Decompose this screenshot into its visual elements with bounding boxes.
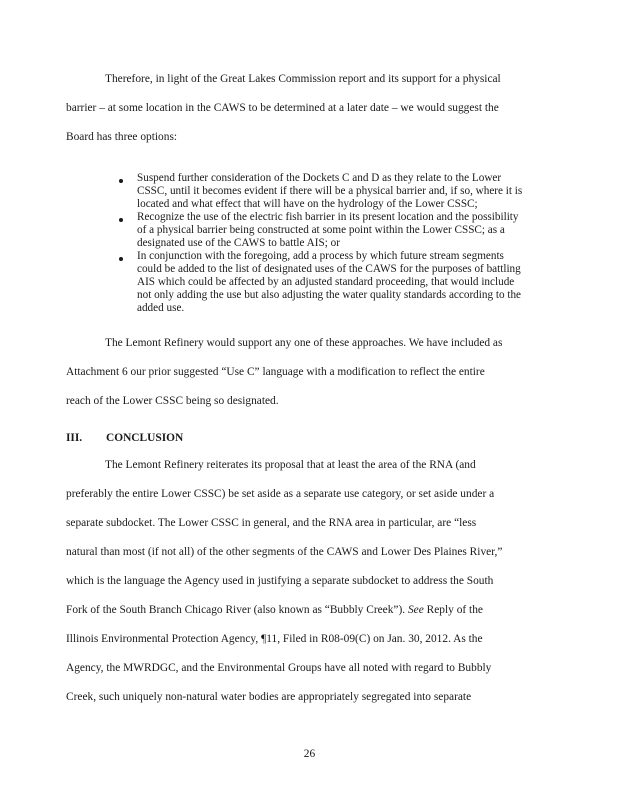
bullet-line: located and what effect that will have on the hydrology of the Lower CSSC; — [137, 198, 478, 210]
bullet-line: not only adding the use but also adjusting the water quality standards according to the — [137, 289, 522, 301]
paragraph-line: Therefore, in light of the Great Lakes Commission report and its support for a physical — [105, 73, 501, 85]
paragraph-line: preferably the entire Lower CSSC) be set aside as a separate use category, or set aside under a — [66, 488, 495, 500]
paragraph-line — [66, 603, 483, 617]
paragraph-line: Creek, such uniquely non-natural water bodies are appropriately segregated into separate — [66, 691, 472, 703]
paragraph-line: The Lemont Refinery reiterates its proposal that at least the area of the RNA (and — [105, 459, 476, 471]
page-number: 26 — [303, 748, 316, 760]
citation-signal: See — [407, 604, 424, 616]
bullet-line: of a physical barrier being constructed at some point within the Lower CSSC; as a — [137, 224, 505, 236]
bullet-line: designated use of the CAWS to battle AIS; or — [137, 237, 340, 249]
bullet-line: In conjunction with the foregoing, add a process by which future stream segments — [137, 250, 504, 262]
bullet-marker — [119, 218, 123, 222]
paragraph-line: Attachment 6 our prior suggested “Use C” language with a modification to reflect the entire — [66, 366, 485, 378]
bullet-line: CSSC, until it becomes evident if there will be a physical barrier and, if so, where it is — [137, 185, 523, 197]
paragraph-line-text: Fork of the South Branch Chicago River (also known as “Bubbly Creek”). — [66, 604, 406, 616]
citation-text: Reply of the — [423, 604, 483, 616]
bullet-line: could be added to the list of designated uses of the CAWS for the purposes of battling — [137, 263, 521, 275]
paragraph-line: Illinois Environmental Protection Agency, ¶11, Filed in R08-09(C) on Jan. 30, 2012. As the — [66, 633, 483, 645]
paragraph-line: barrier – at some location in the CAWS to be determined at a later date – we would suggest the — [66, 102, 499, 114]
bullet-line: AIS which could be affected by an adjusted standard proceeding, that would include — [137, 276, 515, 288]
paragraph-line: which is the language the Agency used in justifying a separate subdocket to address the South — [66, 575, 494, 587]
paragraph-line: natural than most (if not all) of the other segments of the CAWS and Lower Des Plaines River,” — [66, 546, 503, 558]
bullet-line: Recognize the use of the electric fish barrier in its present location and the possibility — [137, 211, 519, 223]
section-title: CONCLUSION — [106, 432, 184, 444]
paragraph-line: reach of the Lower CSSC being so designated. — [66, 395, 279, 407]
bullet-line: Suspend further consideration of the Dockets C and D as they relate to the Lower — [137, 172, 502, 184]
bullet-marker — [119, 179, 123, 183]
paragraph-line: Board has three options: — [66, 131, 178, 143]
bullet-marker — [119, 257, 123, 261]
paragraph-line: Agency, the MWRDGC, and the Environmental Groups have all noted with regard to Bubbly — [66, 662, 492, 674]
section-number: III. — [66, 432, 83, 444]
paragraph-line: The Lemont Refinery would support any one of these approaches. We have included as — [105, 337, 503, 349]
bullet-line: added use. — [137, 302, 185, 314]
paragraph-line: separate subdocket. The Lower CSSC in general, and the RNA area in particular, are “less — [66, 517, 477, 529]
